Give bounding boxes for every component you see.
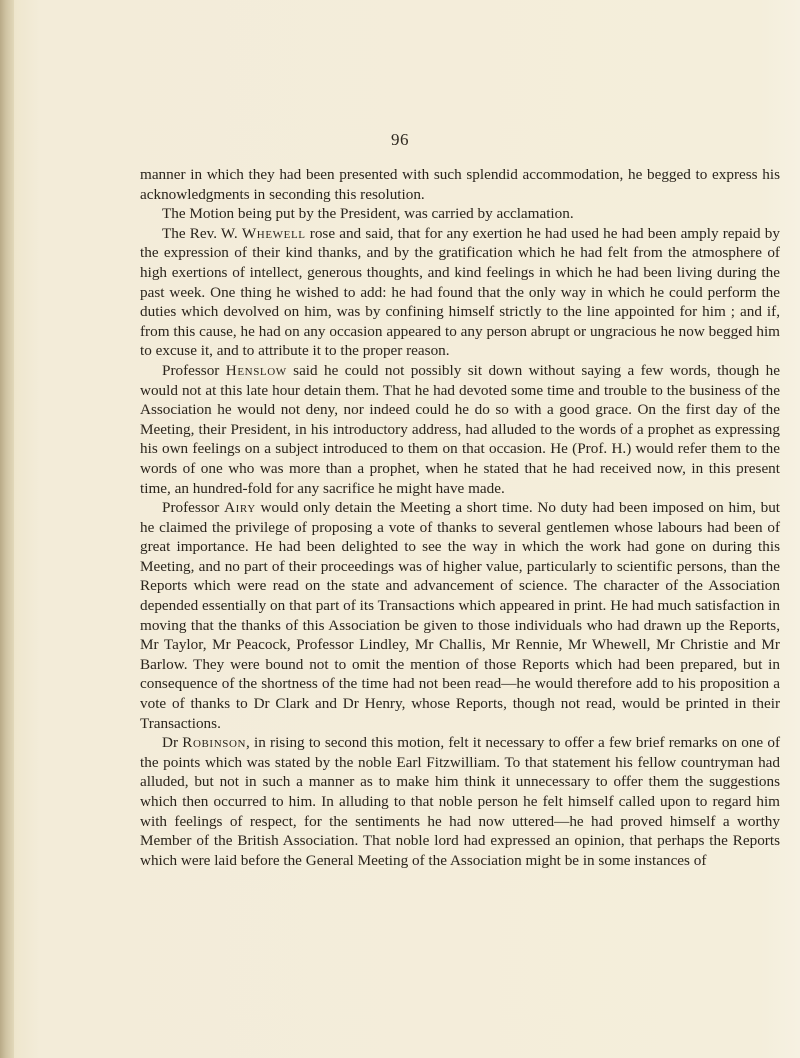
- paragraph-3: [140, 224, 780, 361]
- body-text: [140, 165, 780, 870]
- paragraph-text: , in rising to second this motion, felt it necessary to offer a few brief remarks on one of the points which was stated by the noble Earl Fitzwilliam. To that statement his fellow countryman had alluded, but not in such a manner as to make him think it unnecessary to offer them the suggestions which then occurred to him. In alluding to that noble person he felt himself called upon to regard him with feelings of respect, for the sentiments he had now uttered—he had proved himself a worthy Member of the British Association. That noble lord had expressed an opinion, that perhaps the Reports which were laid before the General Meeting of the Association might be in some instances of: [140, 734, 780, 869]
- paragraph-1: [140, 165, 780, 204]
- paragraph-lead: Dr: [162, 734, 183, 752]
- paragraph-lead: Professor: [162, 361, 226, 379]
- paragraph-lead: Professor: [162, 499, 225, 517]
- page-number: 96: [391, 130, 409, 149]
- paragraph-text: said he could not possibly sit down without saying a few words, though he would not at this late hour detain them. That he had devoted some time and trouble to the business of the Association he would not deny, nor indeed could he do so with a good grace. On the first day of the Meeting, their President, in his introductory address, had alluded to the words of a prophet as expressing his own feelings on a subject introduced to them on that occasion. He (Prof. H.) would refer them to the words of one who was more than a prophet, when he stated that he had received now, in this present time, an hundred-fold for any sacrifice he might have made.: [140, 361, 780, 497]
- page-binding-edge: [0, 0, 14, 1058]
- paragraph-text: manner in which they had been presented with such splendid accommodation, he begged to express his acknowledgments in seconding this resolution.: [140, 166, 780, 203]
- speaker-name: Henslow: [225, 361, 287, 379]
- paragraph-6: [140, 733, 780, 870]
- paragraph-4: [140, 361, 780, 498]
- paragraph-2: [140, 204, 780, 224]
- speaker-name: Whewell: [241, 224, 306, 242]
- speaker-name: Airy: [224, 499, 256, 517]
- paragraph-text: The Motion being put by the President, was carried by acclamation.: [162, 205, 574, 223]
- paragraph-lead: The Rev. W.: [162, 224, 242, 242]
- paragraph-text: rose and said, that for any exertion he had used he had been amply repaid by the expression of their kind thanks, and by the gratification which he had felt from the atmosphere of high exertions of intellect, generous thoughts, and kind feelings in which he had been living during the past week. One thing he wished to add: he had found that the only way in which he could perform the duties which devolved on him, was by confining himself strictly to the line appointed for him ; and if, from this cause, he had on any occasion appeared to any person abrupt or ungracious he now begged him to excuse it, and to attribute it to the proper reason.: [140, 224, 780, 360]
- paragraph-text: would only detain the Meeting a short time. No duty had been imposed on him, but he claimed the privilege of proposing a vote of thanks to several gentlemen whose labours had been of great importance. He had been delighted to see the way in which the work had gone on during this Meeting, and no part of their proceedings was of higher value, particularly to scientific persons, than the Reports which were read on the state and advancement of science. The character of the Association depended essentially on that part of its Transactions which appeared in print. He had much satisfaction in moving that the thanks of this Association be given to those individuals who had drawn up the Reports, Mr Taylor, Mr Peacock, Professor Lindley, Mr Challis, Mr Rennie, Mr Whewell, Mr Christie and Mr Barlow. They were bound not to omit the mention of those Reports which had been prepared, but in consequence of the shortness of the time had not been read—he would therefore add to his proposition a vote of thanks to Dr Clark and Dr Henry, whose Reports, though not read, would be printed in their Transactions.: [140, 499, 781, 732]
- speaker-name: Robinson: [182, 734, 247, 752]
- paragraph-5: [140, 498, 780, 733]
